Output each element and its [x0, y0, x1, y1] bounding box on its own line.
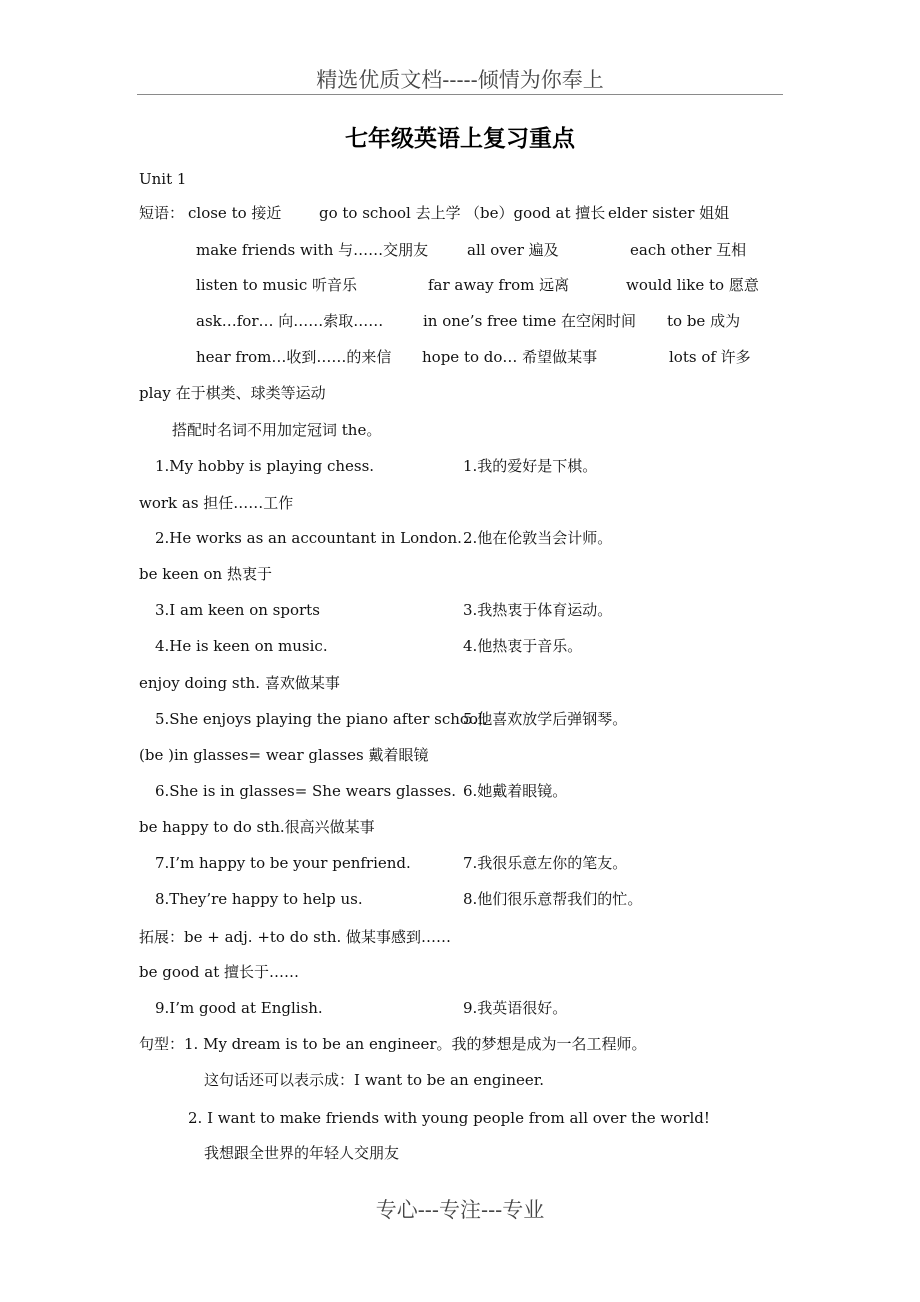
phrase-item: hear from…收到……的来信: [196, 348, 392, 366]
example-en: 5.She enjoys playing the piano after school.: [155, 710, 488, 728]
enjoy-phrase: enjoy doing sth. 喜欢做某事: [139, 674, 340, 692]
example-en: 6.She is in glasses= She wears glasses.: [155, 782, 456, 800]
page-header: 精选优质文档-----倾情为你奉上: [316, 68, 604, 92]
example-cn: 5.他喜欢放学后弹钢琴。: [463, 710, 628, 728]
header-divider: [137, 94, 783, 95]
example-cn: 8.他们很乐意帮我们的忙。: [463, 890, 643, 908]
example-cn: 1.我的爱好是下棋。: [463, 457, 598, 475]
example-en: 7.I’m happy to be your penfriend.: [155, 854, 411, 872]
play-note: 搭配时名词不用加定冠词 the。: [172, 421, 382, 439]
good-at-phrase: be good at 擅长于……: [139, 963, 300, 981]
example-cn: 4.他热衷于音乐。: [463, 637, 583, 655]
phrase-item: hope to do… 希望做某事: [422, 348, 598, 366]
phrase-item: to be 成为: [667, 312, 741, 330]
phrase-item: close to 接近: [188, 204, 282, 222]
extension-note: 拓展：be + adj. +to do sth. 做某事感到……: [139, 928, 452, 946]
phrase-item: elder sister 姐姐: [608, 204, 730, 222]
example-en: 2.He works as an accountant in London.: [155, 529, 462, 547]
example-en: 8.They’re happy to help us.: [155, 890, 363, 908]
example-cn: 2.他在伦敦当会计师。: [463, 529, 613, 547]
document-title: 七年级英语上复习重点: [345, 125, 575, 152]
unit-heading: Unit 1: [139, 170, 187, 188]
sentence-alt: 这句话还可以表示成：I want to be an engineer.: [204, 1071, 545, 1089]
example-en: 1.My hobby is playing chess.: [155, 457, 375, 475]
sentence-translation: 我想跟全世界的年轻人交朋友: [204, 1144, 400, 1162]
happy-phrase: be happy to do sth.很高兴做某事: [139, 818, 375, 836]
phrase-item: far away from 远离: [428, 276, 570, 294]
example-cn: 9.我英语很好。: [463, 999, 568, 1017]
phrase-item: （be）good at 擅长: [465, 204, 606, 222]
phrase-item: go to school 去上学: [319, 204, 461, 222]
phrase-item: each other 互相: [630, 241, 747, 259]
page-footer: 专心---专注---专业: [375, 1198, 545, 1222]
sentence-pattern-2: 2. I want to make friends with young people from all over the world!: [188, 1109, 710, 1127]
phrase-item: make friends with 与……交朋友: [196, 241, 429, 259]
example-cn: 7.我很乐意左你的笔友。: [463, 854, 628, 872]
example-cn: 3.我热衷于体育运动。: [463, 601, 613, 619]
example-en: 3.I am keen on sports: [155, 601, 320, 619]
phrase-item: ask…for… 向……索取……: [196, 312, 384, 330]
glasses-phrase: (be )in glasses= wear glasses 戴着眼镜: [139, 746, 429, 764]
phrase-item: listen to music 听音乐: [196, 276, 358, 294]
example-cn: 6.她戴着眼镜。: [463, 782, 568, 800]
phrase-item: lots of 许多: [669, 348, 751, 366]
example-en: 4.He is keen on music.: [155, 637, 328, 655]
phrases-label: 短语：: [139, 204, 185, 222]
phrase-item: in one’s free time 在空闲时间: [423, 312, 636, 330]
phrase-item: all over 遍及: [467, 241, 559, 259]
keen-on-phrase: be keen on 热衷于: [139, 565, 272, 583]
work-as-phrase: work as 担任……工作: [139, 494, 294, 512]
sentence-pattern-1: 句型：1. My dream is to be an engineer。我的梦想是成为一名工程师。: [139, 1035, 647, 1053]
example-en: 9.I’m good at English.: [155, 999, 323, 1017]
play-phrase: play 在于棋类、球类等运动: [139, 384, 326, 402]
phrase-item: would like to 愿意: [626, 276, 759, 294]
